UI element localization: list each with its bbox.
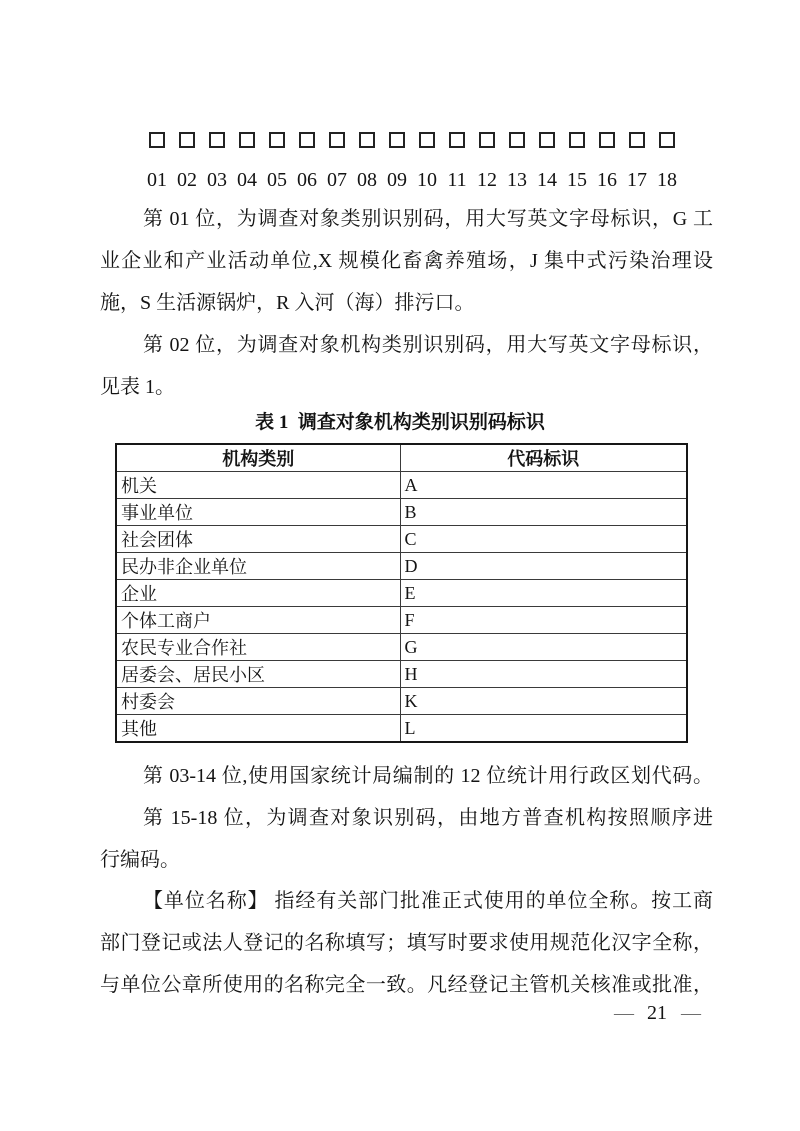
code-digit-label: 12 [477,168,497,191]
cell-org-category: 个体工商户 [116,607,400,634]
code-digit-box [592,132,622,148]
checkbox-square-icon [239,132,255,148]
page-number [100,1002,700,1025]
cell-code: B [400,499,687,526]
paragraph-digit-01 [100,198,713,324]
checkbox-square-icon [269,132,285,148]
checkbox-square-icon [329,132,345,148]
paragraph-line: 施，S 生活源锅炉，R 入河（海）排污口。 [100,292,475,314]
cell-org-category: 事业单位 [116,499,400,526]
code-digit-box [352,132,382,148]
checkbox-square-icon [299,132,315,148]
paragraph-digits-03-18 [100,755,713,881]
table-row [116,553,687,580]
code-digit-label: 01 [147,168,167,191]
code-digit-label: 17 [627,168,647,191]
code-digit-label: 04 [237,168,257,191]
table-row [116,715,687,743]
checkbox-square-icon [149,132,165,148]
checkbox-square-icon [509,132,525,148]
code-digit-label: 05 [267,168,287,191]
checkbox-square-icon [449,132,465,148]
cell-code: E [400,580,687,607]
checkbox-square-icon [659,132,675,148]
code-digit-box [142,132,172,148]
code-digit-box [622,132,652,148]
code-digit-label: 02 [177,168,197,191]
code-digit-label: 11 [447,168,467,191]
paragraph-line: 第 03-14 位,使用国家统计局编制的 12 位统计用行政区划代码。 [143,765,713,787]
code-digit-box [562,132,592,148]
checkbox-square-icon [629,132,645,148]
table-row [116,580,687,607]
table-row [116,688,687,715]
code-digit-box [442,132,472,148]
cell-code: F [400,607,687,634]
paragraph-line: 第 02 位，为调查对象机构类别识别码，用大写英文字母标识， [143,334,713,356]
code-digit-box [502,132,532,148]
cell-org-category: 机关 [116,472,400,499]
cell-org-category: 农民专业合作社 [116,634,400,661]
code-digit-label: 06 [297,168,317,191]
paragraph-line: 行编码。 [100,849,180,871]
code-digit-label: 10 [417,168,437,191]
code-digit-box [322,132,352,148]
checkbox-square-icon [389,132,405,148]
code-digit-box [472,132,502,148]
footer-page-number: 21 [647,1002,667,1024]
code-digit-label: 18 [657,168,677,191]
cell-org-category: 村委会 [116,688,400,715]
paragraph-unit-name [100,880,713,1006]
code-digit-label: 07 [327,168,347,191]
table-head [116,444,687,472]
code-digit-label: 15 [567,168,587,191]
code-digit-box [172,132,202,148]
cell-code: A [400,472,687,499]
cell-code: G [400,634,687,661]
cell-org-category: 企业 [116,580,400,607]
code-digit-label: 13 [507,168,527,191]
table-row [116,607,687,634]
footer-right-dash: — [681,1002,700,1024]
checkbox-square-icon [179,132,195,148]
cell-code: D [400,553,687,580]
table-header-row [116,444,687,472]
code-digit-labels [142,168,682,192]
code-digit-box [532,132,562,148]
cell-org-category: 居委会、居民小区 [116,661,400,688]
table-header-category: 机构类别 [116,444,400,472]
code-digit-label: 03 [207,168,227,191]
code-digit-box [652,132,682,148]
checkbox-square-icon [599,132,615,148]
table-row [116,661,687,688]
code-digit-box [262,132,292,148]
paragraph-line: 见表 1。 [100,376,175,398]
code-digit-box [202,132,232,148]
code-digit-box [292,132,322,148]
checkbox-square-icon [569,132,585,148]
paragraph-digit-02 [100,324,713,408]
code-digit-boxes [142,132,682,148]
table-title: 表 1 调查对象机构类别识别码标识 [255,412,545,433]
cell-org-category: 民办非企业单位 [116,553,400,580]
table-row [116,472,687,499]
cell-org-category: 社会团体 [116,526,400,553]
table-row [116,634,687,661]
paragraph-line: 与单位公章所使用的名称完全一致。凡经登记主管机关核准或批准， [100,974,713,996]
code-digit-box [232,132,262,148]
checkbox-square-icon [209,132,225,148]
code-digit-label: 16 [597,168,617,191]
checkbox-square-icon [479,132,495,148]
paragraph-line: 业企业和产业活动单位,X 规模化畜禽养殖场，J 集中式污染治理设 [100,250,713,272]
table-body [116,472,687,743]
code-digit-box [382,132,412,148]
code-digit-label: 09 [387,168,407,191]
org-category-code-table [115,443,688,743]
paragraph-line: 【单位名称】 指经有关部门批准正式使用的单位全称。按工商 [143,890,713,912]
cell-code: C [400,526,687,553]
code-digit-label: 14 [537,168,557,191]
cell-code: H [400,661,687,688]
cell-code: K [400,688,687,715]
code-digit-label: 08 [357,168,377,191]
paragraph-line: 第 01 位，为调查对象类别识别码，用大写英文字母标识，G 工 [143,208,713,230]
table-header-code: 代码标识 [400,444,687,472]
checkbox-square-icon [419,132,435,148]
paragraph-line: 部门登记或法人登记的名称填写；填写时要求使用规范化汉字全称， [100,932,713,954]
cell-org-category: 其他 [116,715,400,743]
footer-left-dash: — [614,1002,633,1024]
table-row [116,499,687,526]
code-digit-box [412,132,442,148]
cell-code: L [400,715,687,743]
table-row [116,526,687,553]
paragraph-line: 第 15-18 位，为调查对象识别码，由地方普查机构按照顺序进 [143,807,713,829]
checkbox-square-icon [359,132,375,148]
checkbox-square-icon [539,132,555,148]
